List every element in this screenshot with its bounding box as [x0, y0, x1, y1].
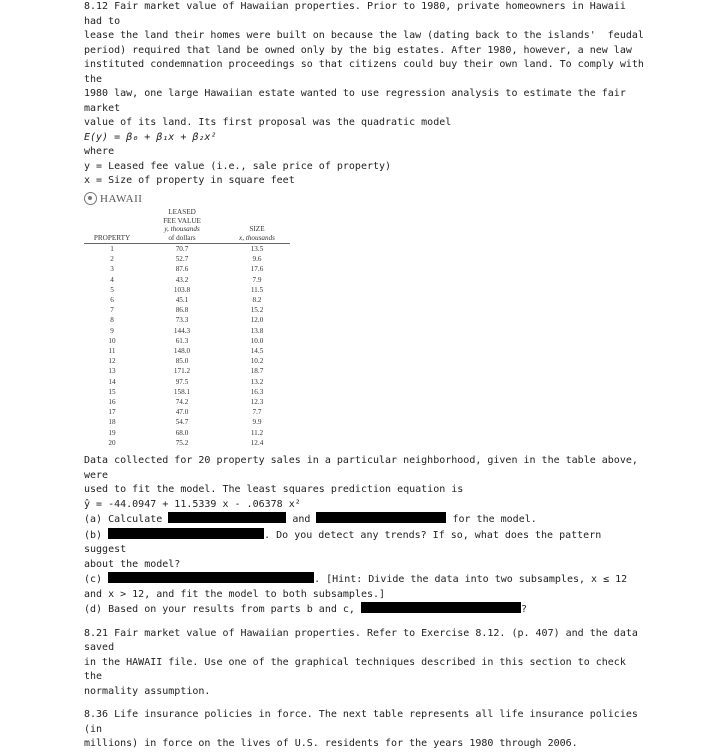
property-size: 16.3	[250, 387, 264, 396]
property-size: 7.7	[252, 408, 262, 417]
table-row	[84, 336, 290, 346]
y-definition: y = Leased fee value (i.e., sale price of property)	[84, 160, 392, 172]
redaction-box	[361, 602, 521, 613]
property-size: 15.2	[250, 306, 264, 315]
header-property: PROPERTY	[93, 233, 131, 242]
prediction-equation: ŷ = -44.0947 + 11.5339 x - .06378 x²	[84, 498, 301, 510]
quadratic-model: E(y) = β₀ + β₁x + β₂x²	[84, 131, 217, 143]
table-row	[84, 387, 290, 397]
property-size: 12.3	[250, 398, 264, 407]
property-number: 5	[110, 285, 114, 294]
exercise-8-36: 8.36 Life insurance policies in force. The next table represents all life insurance policies (in millions) in force on the lives of U.S. residents for the years 1980 through 2006.	[84, 709, 644, 750]
leased-fee-value: 87.6	[175, 265, 189, 274]
table-row	[84, 407, 290, 417]
property-number: 10	[108, 336, 116, 345]
property-size: 17.6	[250, 265, 264, 274]
header-size: SIZE x, thousands	[239, 225, 275, 242]
table-row	[84, 428, 290, 438]
property-number: 8	[110, 316, 114, 325]
property-number: 1	[110, 245, 114, 253]
property-size: 13.2	[250, 377, 264, 386]
property-size: 8.2	[252, 296, 262, 305]
property-size: 13.8	[250, 326, 264, 335]
part-d: (d) Based on your results from parts b and c, ?	[84, 604, 527, 616]
leased-fee-value: 52.7	[175, 255, 189, 264]
property-number: 2	[110, 255, 114, 264]
property-number: 14	[108, 377, 116, 386]
property-size: 11.5	[250, 285, 264, 294]
property-size: 10.0	[250, 336, 264, 345]
where-label: where	[84, 146, 115, 157]
property-number: 15	[108, 387, 116, 396]
property-size: 9.6	[252, 255, 262, 264]
leased-fee-value: 75.2	[175, 438, 189, 447]
exercise-intro: 8.12 Fair market value of Hawaiian properties. Prior to 1980, private homeowners in Hawaii had to lease the land their homes were built on because the law (dating back to the islands' feudal period) required that land be owned only by the big estates. After 1980, however, a new law instituted condemnation proceedings so that citizens could buy their own land. To comply with the 1980 law, one large Hawaiian estate wanted to use regression analysis to estimate the fair market value of its land. Its first proposal was the quadratic model	[84, 1, 650, 128]
exercise-header: 8.12 Fair market value of Hawaiian properties.	[84, 1, 361, 12]
property-number: 6	[110, 296, 114, 305]
property-size: 13.5	[250, 245, 264, 253]
property-number: 18	[108, 418, 116, 427]
table-row	[84, 285, 290, 295]
table-row	[84, 295, 290, 305]
property-number: 11	[108, 347, 116, 356]
leased-fee-value: 70.7	[175, 245, 189, 253]
property-number: 12	[108, 357, 116, 366]
hawaii-data-label	[84, 192, 644, 207]
leased-fee-value: 43.2	[175, 275, 189, 284]
property-number: 7	[110, 306, 114, 315]
leased-fee-value: 47.0	[175, 408, 189, 417]
property-number: 19	[108, 428, 116, 437]
document-page	[84, 0, 650, 752]
leased-fee-value: 158.1	[173, 387, 191, 396]
property-size: 14.5	[250, 347, 264, 356]
property-size: 10.2	[250, 357, 264, 366]
data-file-name: HAWAII	[100, 192, 143, 205]
property-size: 12.4	[250, 438, 264, 447]
table-row	[84, 244, 290, 255]
leased-fee-value: 73.3	[175, 316, 189, 325]
leased-fee-value: 171.2	[173, 367, 191, 376]
table-row	[84, 275, 290, 285]
leased-fee-value: 85.0	[175, 357, 189, 366]
property-number: 13	[108, 367, 116, 376]
table-row	[84, 264, 290, 274]
leased-fee-value: 68.0	[175, 428, 189, 437]
redaction-box	[168, 512, 286, 523]
data-description: Data collected for 20 property sales in a particular neighborhood, given in the table above, were used to fit the model. The least squares prediction equation is	[84, 455, 644, 496]
hawaii-data-table	[84, 208, 290, 448]
property-number: 3	[110, 265, 114, 274]
table-header-row	[84, 208, 290, 244]
leased-fee-value: 54.7	[175, 418, 189, 427]
property-size: 7.9	[252, 275, 262, 284]
property-size: 11.2	[250, 428, 264, 437]
leased-fee-value: 86.8	[175, 306, 189, 315]
table-row	[84, 315, 290, 325]
property-size: 9.9	[252, 418, 262, 427]
table-row	[84, 438, 290, 448]
table-row	[84, 254, 290, 264]
table-row	[84, 417, 290, 427]
part-c: (c) . [Hint: Divide the data into two subsamples, x ≤ 12 and x > 12, and fit the model to both subsamples.]	[84, 574, 628, 600]
leased-fee-value: 74.2	[175, 398, 189, 407]
redaction-box	[316, 512, 446, 523]
leased-fee-value: 103.8	[173, 285, 191, 294]
data-file-icon	[84, 192, 97, 205]
table-row	[84, 397, 290, 407]
table-row	[84, 326, 290, 336]
header-leased-fee-value: LEASED FEE VALUE y, thousands of dollars	[163, 208, 201, 242]
leased-fee-value: 148.0	[173, 347, 191, 356]
property-size: 18.7	[250, 367, 264, 376]
table-row	[84, 305, 290, 315]
part-a: (a) Calculate and for the model.	[84, 514, 537, 526]
property-number: 17	[108, 408, 116, 417]
table-row	[84, 366, 290, 376]
exercise-8-21: 8.21 Fair market value of Hawaiian properties. Refer to Exercise 8.12. (p. 407) and the data saved in the HAWAII file. Use one of the graphical techniques described in this section to check the normality assumption.	[84, 627, 644, 697]
property-number: 4	[110, 275, 114, 284]
property-number: 9	[110, 326, 114, 335]
redaction-box	[108, 572, 314, 583]
property-number: 20	[108, 438, 116, 447]
table-row	[84, 377, 290, 387]
leased-fee-value: 61.3	[175, 336, 189, 345]
redaction-box	[108, 528, 264, 539]
table-row	[84, 346, 290, 356]
table-row	[84, 356, 290, 366]
leased-fee-value: 144.3	[173, 326, 191, 335]
property-size: 12.0	[250, 316, 264, 325]
x-definition: x = Size of property in square feet	[84, 175, 295, 186]
part-b: (b) . Do you detect any trends? If so, what does the pattern suggest about the model?	[84, 529, 608, 570]
leased-fee-value: 45.1	[175, 296, 189, 305]
exercise-8-12	[84, 0, 650, 618]
table-body	[84, 244, 290, 449]
leased-fee-value: 97.5	[175, 377, 189, 386]
property-number: 16	[108, 398, 116, 407]
